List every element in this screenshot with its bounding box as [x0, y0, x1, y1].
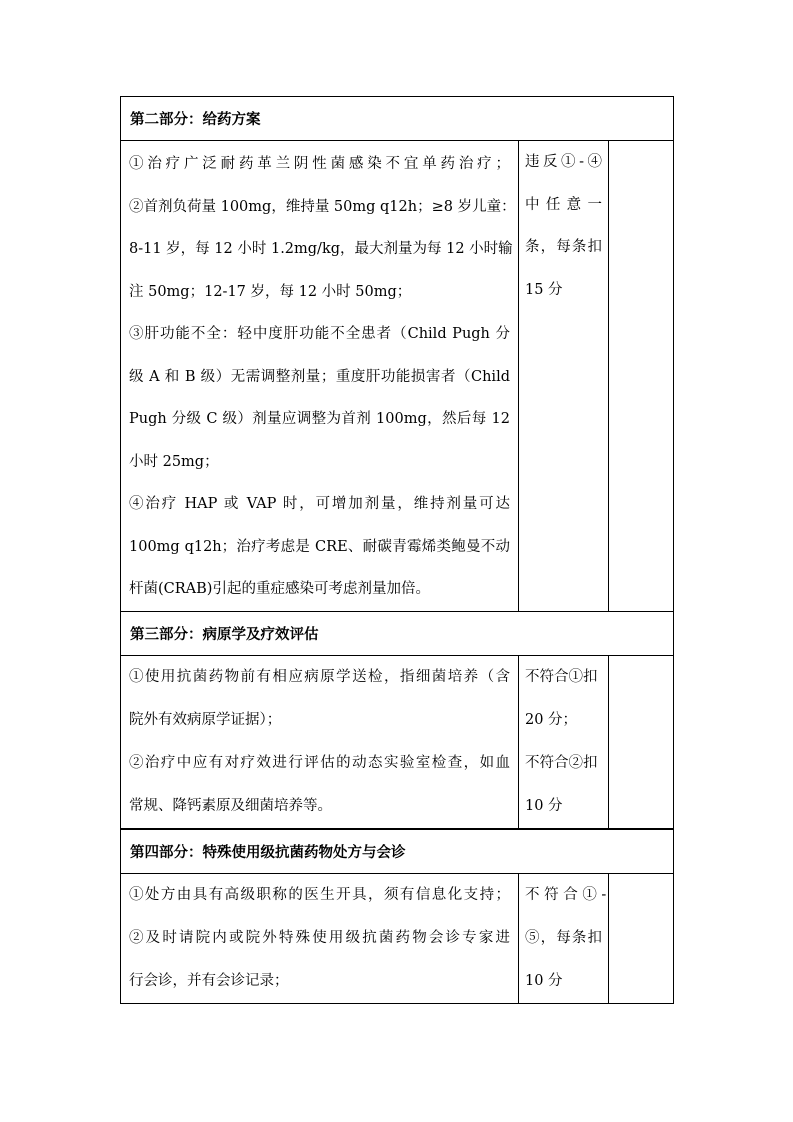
- scoring-table: [120, 96, 674, 1004]
- criteria-line: 杆菌(CRAB)引起的重症感染可考虑剂量加倍。: [129, 581, 430, 597]
- criteria-line: 院外有效病原学证据）；: [129, 711, 282, 728]
- deduction-line: 中 任 意 一: [525, 196, 602, 213]
- deduction-line: 不符合①扣: [525, 668, 598, 685]
- section2-criteria: [121, 141, 519, 611]
- section4-score-cell: [609, 874, 673, 1003]
- deduction-line: 15 分: [525, 281, 563, 298]
- section3-score-cell: [609, 656, 673, 828]
- section3-criteria: [121, 656, 519, 828]
- criteria-line: 小时 25mg；: [129, 453, 219, 470]
- criteria-line: 行会诊，并有会诊记录；: [129, 972, 289, 989]
- section3-title: 第三部分：病原学及疗效评估: [121, 612, 673, 656]
- criteria-line: 100mg q12h；治疗考虑是 CRE、耐碳青霉烯类鲍曼不动: [129, 538, 510, 555]
- section4-deduction: [519, 874, 609, 1003]
- section3-row: [121, 656, 673, 830]
- section2-title: 第二部分：给药方案: [121, 97, 673, 141]
- deduction-line: ⑤，每条扣: [525, 929, 602, 946]
- deduction-line: 不符合②扣: [525, 754, 598, 771]
- deduction-line: 不 符 合 ① -: [525, 886, 607, 903]
- criteria-line: ①处方由具有高级职称的医生开具，须有信息化支持；: [129, 886, 510, 903]
- section2-row: [121, 141, 673, 612]
- deduction-line: 条，每条扣: [525, 239, 602, 255]
- criteria-line: 常规、降钙素原及细菌培养等。: [129, 797, 332, 814]
- criteria-line: ②治疗中应有对疗效进行评估的动态实验室检查，如血: [129, 754, 510, 771]
- criteria-line: ②及时请院内或院外特殊使用级抗菌药物会诊专家进: [129, 929, 510, 946]
- section2-deduction: [519, 141, 609, 611]
- criteria-line: ④治疗 HAP 或 VAP 时，可增加剂量，维持剂量可达: [129, 496, 510, 512]
- section4-criteria: [121, 874, 519, 1003]
- criteria-line: 8-11 岁，每 12 小时 1.2mg/kg，最大剂量为每 12 小时输: [129, 241, 513, 257]
- section3-deduction: [519, 656, 609, 828]
- deduction-line: 10 分: [525, 972, 563, 989]
- section4-title: 第四部分：特殊使用级抗菌药物处方与会诊: [121, 830, 673, 874]
- criteria-line: ①使用抗菌药物前有相应病原学送检，指细菌培养（含: [129, 668, 510, 685]
- criteria-line: ①治疗广泛耐药革兰阴性菌感染不宜单药治疗；: [129, 156, 510, 172]
- section4-row: [121, 874, 673, 1003]
- deduction-line: 20 分；: [525, 711, 578, 728]
- criteria-line: 级 A 和 B 级）无需调整剂量；重度肝功能损害者（Child: [129, 368, 510, 385]
- deduction-line: 违反①-④: [525, 154, 602, 170]
- criteria-line: Pugh 分级 C 级）剂量应调整为首剂 100mg，然后每 12: [129, 411, 510, 427]
- criteria-line: ③肝功能不全：轻中度肝功能不全患者（Child Pugh 分: [129, 326, 510, 342]
- criteria-line: 注 50mg；12-17 岁，每 12 小时 50mg；: [129, 283, 412, 300]
- section2-score-cell: [609, 141, 673, 611]
- criteria-line: ②首剂负荷量 100mg，维持量 50mg q12h；≥8 岁儿童：: [129, 198, 516, 215]
- deduction-line: 10 分: [525, 797, 563, 814]
